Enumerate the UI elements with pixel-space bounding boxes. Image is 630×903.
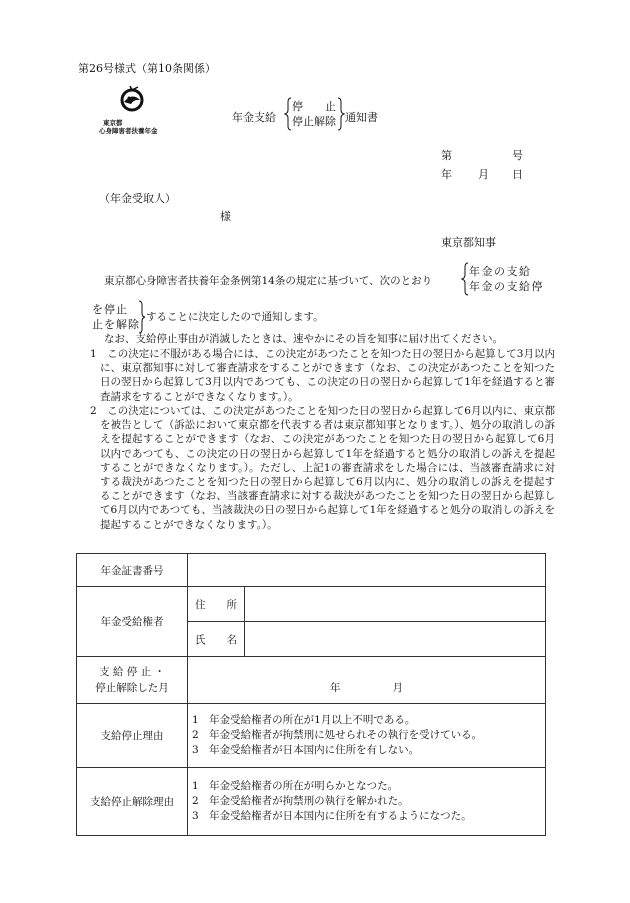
body-lead: 東京都心身障害者扶養年金条例第14条の規定に基づいて、次のとおり: [104, 275, 433, 287]
release-reason-item[interactable]: 2 年金受給権者が拘禁刑の執行を解かれた。: [192, 795, 409, 807]
stop-reason-item[interactable]: 2 年金受給権者が拘禁刑に処せられその執行を受けている。: [192, 729, 483, 741]
address-label: 住 所: [188, 587, 245, 622]
body-choices-1: 年金の支給 年金の支給停: [469, 265, 544, 293]
item-2: 2 この決定については、この決定があつたことを知つた日の翌日から起算して6月以内に、東京都を被告として（訴訟において東京都を代表する者は東京都知事となります。）、処分の取消しの訴えを提起することができます（なお、この決定があつたことを知つた日の翌日から起算して6月以内であつても、この決定の日の翌日から起算して1年を経過すると処分の取消しの訴えを提起することができなくなります。）。ただし、上記1の審査請求をした場合には、当該審査請求に対する裁決があつたことを知つた日の翌日から起算して6月以内に、処分の取消しの訴えを提起することができます（なお、当該審査請求に対する裁決があつたことを知つた日の翌日から起算して6月以内であつても、当該裁決の日の翌日から起算して1年を経過すると処分の取消しの訴えを提起することができなくなります。）。: [90, 405, 555, 531]
recipient-label: （年金受取人）: [99, 192, 176, 205]
logo-text: 東京都 心身障害者扶養年金: [99, 119, 158, 135]
name-label: 氏 名: [188, 622, 245, 657]
date-day: 日: [512, 168, 523, 181]
sama-label: 様: [220, 210, 231, 223]
title-prefix: 年金支給: [232, 111, 276, 124]
title-options: 停 止 停止解除: [292, 100, 336, 128]
stop-reason-item[interactable]: 1 年金受給権者の所在が1月以上不明である。: [192, 714, 416, 726]
address-value[interactable]: [245, 587, 546, 622]
date-year: 年: [441, 168, 452, 181]
left-brace-icon: [284, 97, 292, 131]
left-brace-icon: [461, 262, 469, 296]
cert-number-value[interactable]: [188, 554, 546, 587]
stop-reason-item[interactable]: 3 年金受給権者が日本国内に住所を有しない。: [192, 744, 420, 756]
release-reasons: [188, 768, 546, 836]
body-choices-2: を停止 止を解除: [92, 303, 140, 331]
stop-date-label: 支 給 停 止 ・ 停止解除した月: [77, 657, 188, 704]
form-number: 第26号様式（第10条関係）: [78, 62, 216, 75]
number-label-go: 号: [512, 149, 523, 162]
date-month: 月: [478, 168, 489, 181]
title-suffix: 通知書: [345, 111, 378, 124]
notice-text: なお、支給停止事由が消滅したときは、速やかにその旨を知事に届け出てください。: [104, 333, 503, 345]
right-brace-icon: [337, 97, 345, 131]
name-value[interactable]: [245, 622, 546, 657]
item-1: 1 この決定に不服がある場合には、この決定があつたことを知つた日の翌日から起算して3月以内に、東京都知事に対して審査請求をすることができます（なお、この決定があつたことを知つた日の翌日から起算して3月以内であつても、この決定の日の翌日から起算して1年を経過すると審査請求をすることができなくなります。）。: [90, 348, 555, 403]
release-reason-item[interactable]: 3 年金受給権者が日本国内に住所を有するようになつた。: [192, 810, 472, 822]
body-tail: することに決定したので通知します。: [146, 311, 324, 323]
right-brace-icon: [138, 300, 146, 334]
recipient-row-label: 年金受給権者: [77, 587, 188, 657]
stop-reasons: [188, 704, 546, 768]
issuer: 東京都知事: [441, 236, 496, 249]
cert-number-label: 年金証書番号: [77, 554, 188, 587]
stop-reason-label: 支給停止理由: [77, 704, 188, 768]
release-reason-item[interactable]: 1 年金受給権者の所在が明らかとなつた。: [192, 780, 399, 792]
stop-date-value[interactable]: 年 月: [188, 657, 546, 704]
pension-info-table: [76, 553, 546, 836]
release-reason-label: 支給停止解除理由: [77, 768, 188, 836]
number-label-dai: 第: [441, 149, 452, 162]
